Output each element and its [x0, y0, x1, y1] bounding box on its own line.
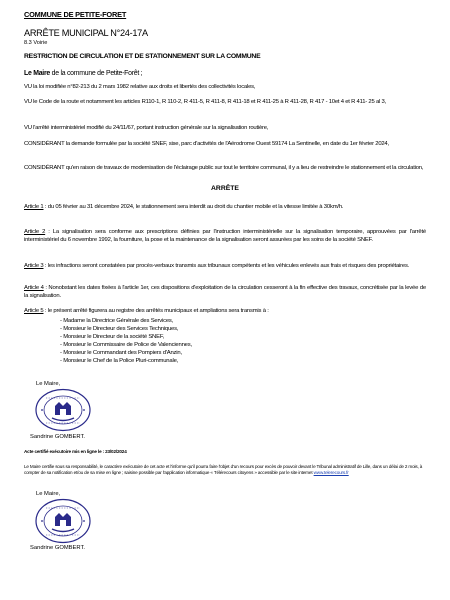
article — [24, 203, 426, 211]
signature-label: Le Maire, — [36, 381, 61, 387]
vu-paragraph: VU le Code de la route et notamment les articles R110-1, R 110-2, R 411-5, R 411-8, R 411-18 et R 411-25 à R 411-28, R 417 - 10et 4 et R 411- 25 al 3, — [24, 99, 386, 105]
recipient-list — [60, 317, 192, 366]
arrete-number: ARRÊTE MUNICIPAL N°24-17A — [24, 28, 148, 38]
article-label: Article 2 — [24, 229, 46, 235]
signatory-name: Sandrine GOMBERT. — [30, 545, 85, 551]
maire-intro-rest: de la commune de Petite-Forêt ; — [49, 70, 143, 77]
recipient-item: - Monsieur le Commandant des Pompiers d'Anzin, — [60, 350, 182, 357]
commune-header: COMMUNE DE PETITE-FORET — [24, 10, 127, 19]
arrete-heading: ARRÊTE — [211, 185, 239, 192]
vu-paragraph: VU l'arrêté interministériel modifié du 24/11/67, portant instruction générale sur la signalisation routière, — [24, 125, 269, 131]
article — [24, 284, 426, 300]
article-text: : le présent arrêté figurera au registre des arrêtés municipaux et ampliations sera transmis à : — [43, 308, 269, 314]
article-label: Article 1 — [24, 204, 44, 210]
publication-note: Acte certifié exécutoire mis en ligne le : 23/02/2024 — [24, 449, 127, 454]
legal-notice-text: Le Maire certifie sous sa responsabilité, le caractère exécutoire de cet acte et l'informe qu'il pourra faire l'objet d'un recours pour excès de pouvoir devant le Tribunal administratif de Lille, dans un délai de 2 mois, à compter de sa notification et/ou de sa mise en ligne ; saisine possible par l'application informatique « Télérecours citoyens » accessible par le site internet — [24, 464, 423, 476]
article-label: Article 4 — [24, 285, 44, 291]
signature-label: Le Maire, — [36, 491, 61, 497]
recipient-item: - Monsieur le Directeur de la société SNEF, — [60, 334, 165, 341]
mairie-seal-stamp — [34, 388, 92, 432]
maire-intro — [24, 70, 142, 77]
considerant-paragraph: CONSIDÉRANT la demande formulée par la société SNEF, sise, parc d'activités de l'Aérodrome Ouest 59174 La Sentinelle, en date du 1er février 2024, — [24, 141, 389, 147]
article — [24, 228, 426, 244]
mairie-seal-stamp — [34, 498, 92, 544]
category-label: 8.3 Voirie — [24, 40, 48, 46]
article-text: : Nonobstant les dates fixées à l'article 1er, ces dispositions d'exploitation de la circulation cesseront à la fin effective des travaux, concrétisée par la levée de la signalisation. — [24, 285, 426, 300]
telerecours-link[interactable]: www.telerecours.fr — [313, 470, 349, 476]
recipient-item: - Madame la Directrice Générale des Services, — [60, 318, 174, 324]
vu-paragraph: VU la loi modifiée n°82-213 du 2 mars 1982 relative aux droits et libertés des collectivités locales, — [24, 84, 256, 90]
recipient-item: - Monsieur le Directeur des Services Techniques, — [60, 326, 179, 333]
considerant-paragraph: CONSIDÉRANT qu'en raison de travaux de modernisation de l'éclairage public sur tout le territoire communal, il y a lieu de restreindre le stationnement et la circulation, — [24, 165, 424, 171]
article — [24, 307, 426, 315]
recipient-item: - Monsieur le Chef de la Police Pluri-communale, — [60, 358, 179, 365]
article-text: : les infractions seront constatées par procès-verbaux transmis aux tribunaux compétents et les véhicules enlevés aux frais et risques des propriétaires. — [43, 263, 410, 269]
document-title: RESTRICTION DE CIRCULATION ET DE STATIONNEMENT SUR LA COMMUNE — [24, 53, 261, 60]
recipient-item: - Monsieur le Commissaire de Police de Valenciennes, — [60, 342, 192, 349]
article-label: Article 3 — [24, 263, 44, 269]
article-label: Article 5 — [24, 308, 44, 314]
maire-intro-bold: Le Maire — [24, 70, 50, 77]
article-text: : du 05 février au 31 décembre 2024, le stationnement sera interdit au droit du chantier mobile et la vitesse limitée à 30km/h. — [43, 204, 344, 210]
article — [24, 262, 426, 270]
article-text: : La signalisation sera conforme aux prescriptions définies par l'instruction interministérielle sur la signalisation temporaire, approuvées par l'arrêté interministériel du 6 novembre 1992, la fourniture, la pose et la maintenance de la signalisation seront assurées par les soins de la société SNEF. — [24, 229, 426, 244]
signatory-name: Sandrine GOMBERT. — [30, 434, 85, 440]
legal-notice — [24, 464, 426, 477]
